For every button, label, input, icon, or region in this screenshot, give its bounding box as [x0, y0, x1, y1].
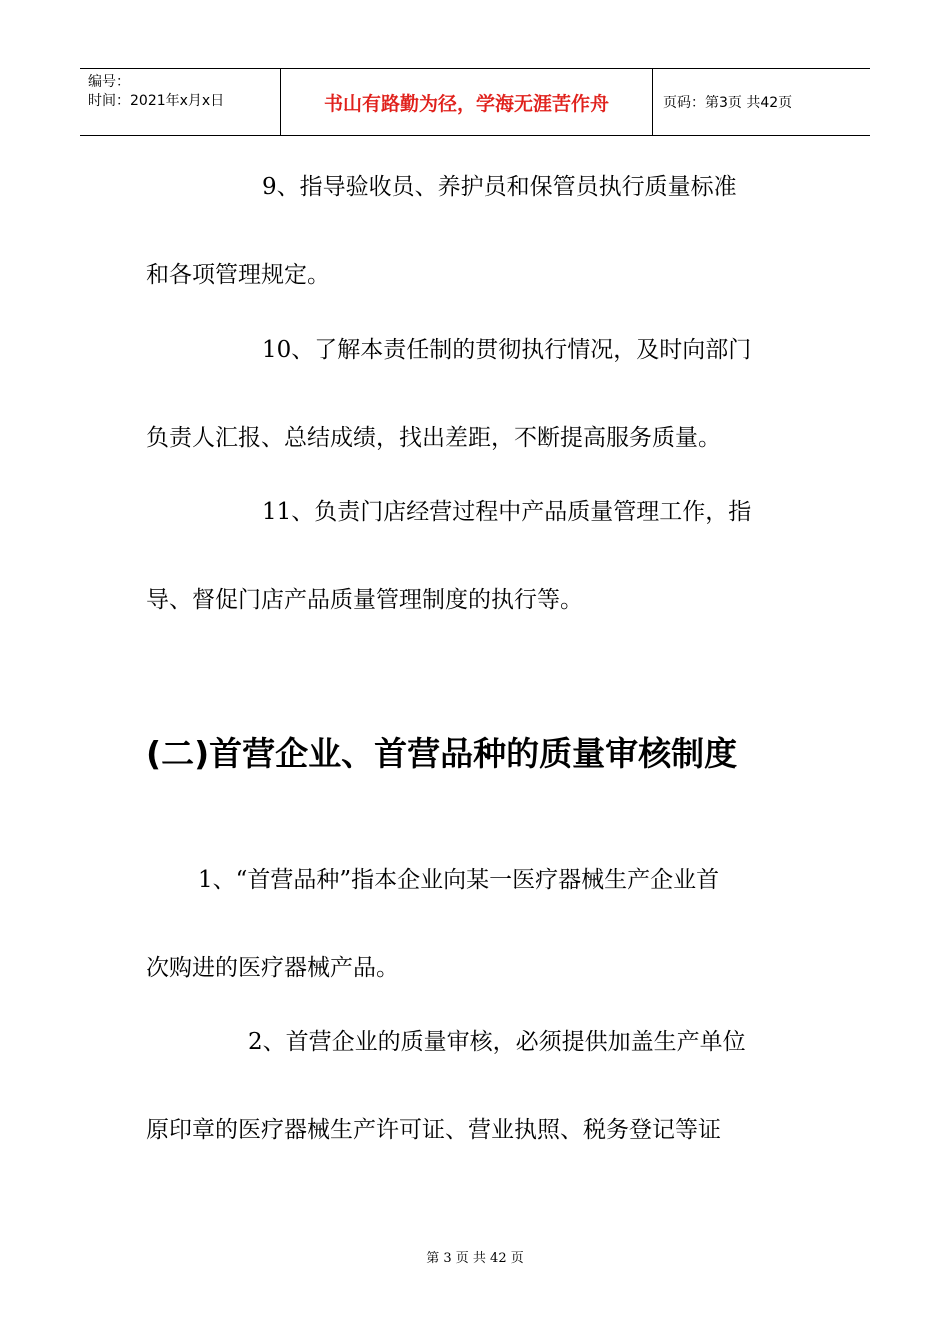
page-header [80, 68, 870, 136]
date-label: 时间：2021年x月x日 [88, 93, 225, 109]
paragraph-line: 9、指导验收员、养护员和保管员执行质量标准 [262, 174, 737, 200]
paragraph-line: 负责人汇报、总结成绩，找出差距，不断提高服务质量。 [146, 425, 721, 451]
section-heading: (二)首营企业、首营品种的质量审核制度 [146, 734, 738, 773]
paragraph-line: 11、负责门店经营过程中产品质量管理工作，指 [262, 499, 752, 525]
paragraph-line: 次购进的医疗器械产品。 [146, 955, 399, 981]
header-info-cell [80, 69, 280, 135]
paragraph-line: 导、督促门店产品质量管理制度的执行等。 [146, 587, 583, 613]
serial-label: 编号： [88, 74, 130, 90]
paragraph-line: 和各项管理规定。 [146, 262, 330, 288]
header-page-info: 页码：第3页 共42页 [663, 95, 793, 111]
paragraph-line: 2、首营企业的质量审核，必须提供加盖生产单位 [248, 1029, 746, 1055]
page-footer: 第 3 页 共 42 页 [426, 1251, 524, 1266]
header-motto: 书山有路勤为径，学海无涯苦作舟 [280, 69, 653, 135]
paragraph-line: 原印章的医疗器械生产许可证、营业执照、税务登记等证 [146, 1117, 721, 1143]
paragraph-line: 10、了解本责任制的贯彻执行情况，及时向部门 [262, 337, 752, 363]
paragraph-line: 1、“首营品种”指本企业向某一医疗器械生产企业首 [198, 867, 720, 893]
